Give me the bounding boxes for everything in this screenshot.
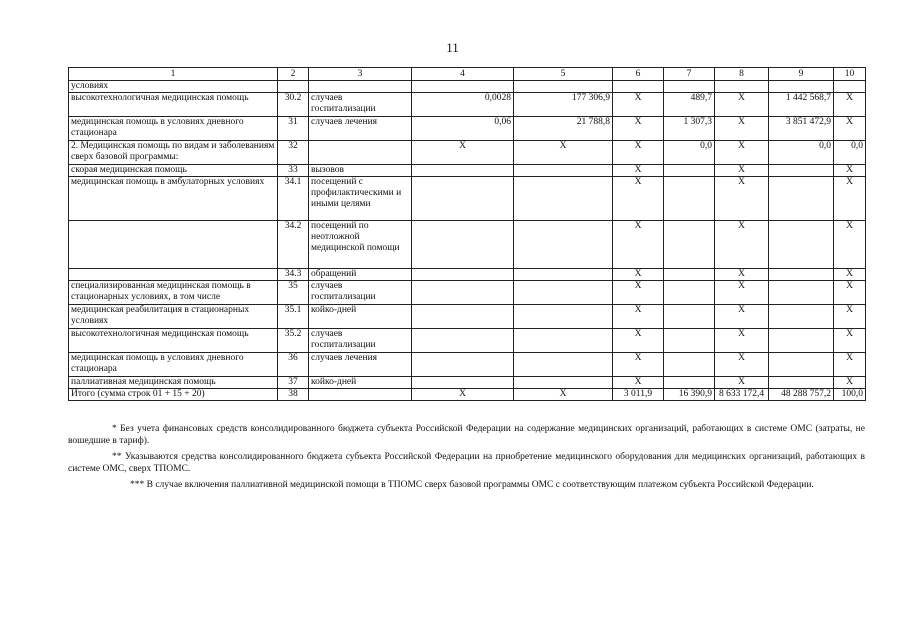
table-cell: Х [613,353,664,377]
table-cell: Х [715,177,769,221]
table-cell: Х [715,141,769,165]
table-cell: случаев госпитализации [309,93,412,117]
table-cell [664,329,715,353]
footnote-3: *** В случае включения паллиативной медицинской помощи в ТПОМС сверх базовой программы ОМС с соответствующим платежом субъекта Российской Федерации. [130,480,814,490]
table-cell: 100,0 [834,389,866,401]
table-cell [514,221,613,269]
table-cell [664,269,715,281]
table-cell: Х [613,165,664,177]
table-cell: Х [715,269,769,281]
table-cell: Х [613,377,664,389]
table-cell [514,165,613,177]
table-cell: обращений [309,269,412,281]
table-cell [769,377,834,389]
table-cell: 16 390,9 [664,389,715,401]
table-cell [664,165,715,177]
table-cell [715,81,769,93]
table-cell [613,81,664,93]
table-cell [769,329,834,353]
table-cell: условиях [69,81,278,93]
table-cell [769,281,834,305]
table-cell: Х [613,305,664,329]
table-cell: Х [613,117,664,141]
table-row [69,93,866,117]
table-cell: 35.2 [278,329,309,353]
table-cell [769,177,834,221]
column-header: 5 [514,68,613,81]
column-header: 4 [412,68,514,81]
footnotes [68,423,865,495]
table-cell: 34.1 [278,177,309,221]
table-cell: посещений с профилактическими и иными целями [309,177,412,221]
table-cell: 3 011,9 [613,389,664,401]
table-cell: медицинская помощь в условиях дневного стационара [69,353,278,377]
table-cell: 34.3 [278,269,309,281]
column-header: 10 [834,68,866,81]
table-cell: 3 851 472,9 [769,117,834,141]
table-cell [412,305,514,329]
table-cell: Х [834,269,866,281]
table-cell: 177 306,9 [514,93,613,117]
table-cell [412,269,514,281]
table-cell [309,81,412,93]
table-cell: Х [613,269,664,281]
table-cell: Х [834,329,866,353]
table-cell [412,177,514,221]
table-cell: высокотехнологичная медицинская помощь [69,329,278,353]
table-cell [69,221,278,269]
table-cell: Х [613,221,664,269]
table-row [69,177,866,221]
table-cell [514,305,613,329]
table-cell: койко-дней [309,305,412,329]
table-cell: 37 [278,377,309,389]
table-row [69,221,866,269]
table-cell: Х [715,117,769,141]
table-cell [514,377,613,389]
column-header: 8 [715,68,769,81]
table-cell [664,353,715,377]
table-cell [664,377,715,389]
table-cell: 35.1 [278,305,309,329]
table-cell: Х [514,389,613,401]
table-cell: 48 288 757,2 [769,389,834,401]
table-cell: Итого (сумма строк 01 + 15 + 20) [69,389,278,401]
table-cell [769,81,834,93]
table-cell [514,81,613,93]
table-row [69,353,866,377]
table-cell [412,81,514,93]
table-cell: 38 [278,389,309,401]
table-row [69,117,866,141]
table-cell: 0,0 [664,141,715,165]
table-cell: Х [613,141,664,165]
table-cell: Х [834,93,866,117]
table-cell: 0,0 [834,141,866,165]
table-cell [412,329,514,353]
table-cell: Х [715,329,769,353]
footnote-1: * Без учета финансовых средств консолидированного бюджета субъекта Российской Федерации на содержание медицинских организаций, работающих в системе ОМС (затраты, не вошедшие в тариф). [68,424,865,446]
table-cell [769,221,834,269]
column-header: 7 [664,68,715,81]
column-header: 9 [769,68,834,81]
table-cell: посещений по неотложной медицинской помощи [309,221,412,269]
table-cell: Х [412,141,514,165]
page-number: 11 [446,40,459,55]
table-cell [664,305,715,329]
table-cell: Х [613,93,664,117]
table-cell: Х [715,165,769,177]
table-cell: Х [715,353,769,377]
table-cell [514,177,613,221]
table-cell: 31 [278,117,309,141]
table-cell [412,165,514,177]
table-cell: 0,0028 [412,93,514,117]
table-cell: Х [834,221,866,269]
table-cell: медицинская реабилитация в стационарных условиях [69,305,278,329]
table-cell: Х [834,165,866,177]
table-cell [412,221,514,269]
table-cell [769,269,834,281]
table-cell: паллиативная медицинская помощь [69,377,278,389]
table-cell [664,81,715,93]
table-cell: медицинская помощь в условиях дневного стационара [69,117,278,141]
table-row [69,329,866,353]
table-cell [769,305,834,329]
table-cell [514,269,613,281]
table-cell: Х [715,377,769,389]
table-cell: вызовов [309,165,412,177]
table-cell [514,329,613,353]
table-cell: случаев лечения [309,117,412,141]
table-cell: 33 [278,165,309,177]
table-cell: 30.2 [278,93,309,117]
table-cell: Х [613,329,664,353]
table-cell: Х [715,305,769,329]
table-cell: 21 788,8 [514,117,613,141]
table-row [69,377,866,389]
table-cell: Х [715,93,769,117]
table-cell [412,281,514,305]
table-cell: Х [834,305,866,329]
table-cell: 35 [278,281,309,305]
table-cell: случаев госпитализации [309,329,412,353]
table-header-row [69,68,866,81]
footnote-2: ** Указываются средства консолидированного бюджета субъекта Российской Федерации на приобретение медицинского оборудования для медицинских организаций, работающих в системе ОМС, сверх ТПОМС. [68,452,865,474]
table-cell [309,141,412,165]
table-cell [412,353,514,377]
table-cell: Х [834,177,866,221]
table-cell: медицинская помощь в амбулаторных условиях [69,177,278,221]
table-row [69,305,866,329]
table-cell: Х [715,281,769,305]
table-cell [769,165,834,177]
table-cell: Х [613,177,664,221]
table-cell: 36 [278,353,309,377]
table-row [69,165,866,177]
data-table [68,67,866,401]
table-cell: 1 442 568,7 [769,93,834,117]
table-cell: скорая медицинская помощь [69,165,278,177]
table-cell: 1 307,3 [664,117,715,141]
table-cell: Х [715,221,769,269]
table-cell: Х [514,141,613,165]
table-row [69,141,866,165]
table-cell: койко-дней [309,377,412,389]
column-header: 2 [278,68,309,81]
table-cell: 0,06 [412,117,514,141]
table-row [69,269,866,281]
table-cell: Х [834,281,866,305]
table-cell [834,81,866,93]
table-row [69,389,866,401]
column-header: 1 [69,68,278,81]
column-header: 3 [309,68,412,81]
table-cell: 2. Медицинская помощь по видам и заболеваниям сверх базовой программы: [69,141,278,165]
table-cell: 32 [278,141,309,165]
table-cell: Х [613,281,664,305]
table-cell [514,353,613,377]
table-cell [69,269,278,281]
table-cell: случаев лечения [309,353,412,377]
table-cell: 8 633 172,4 [715,389,769,401]
table-cell: Х [834,377,866,389]
table-cell: специализированная медицинская помощь в стационарных условиях, в том числе [69,281,278,305]
table-cell: случаев госпитализации [309,281,412,305]
table-cell: 0,0 [769,141,834,165]
table-cell: высокотехнологичная медицинская помощь [69,93,278,117]
table-cell [309,389,412,401]
table-cell [664,281,715,305]
table-cell: Х [412,389,514,401]
table-cell: Х [834,353,866,377]
table-cell: 34.2 [278,221,309,269]
table-cell [664,221,715,269]
column-header: 6 [613,68,664,81]
table-cell: Х [834,117,866,141]
table-cell [664,177,715,221]
table-cell [769,353,834,377]
table-cell [412,377,514,389]
table-row [69,281,866,305]
table-cell [514,281,613,305]
table-cell: 489,7 [664,93,715,117]
table-row [69,81,866,93]
table-cell [278,81,309,93]
